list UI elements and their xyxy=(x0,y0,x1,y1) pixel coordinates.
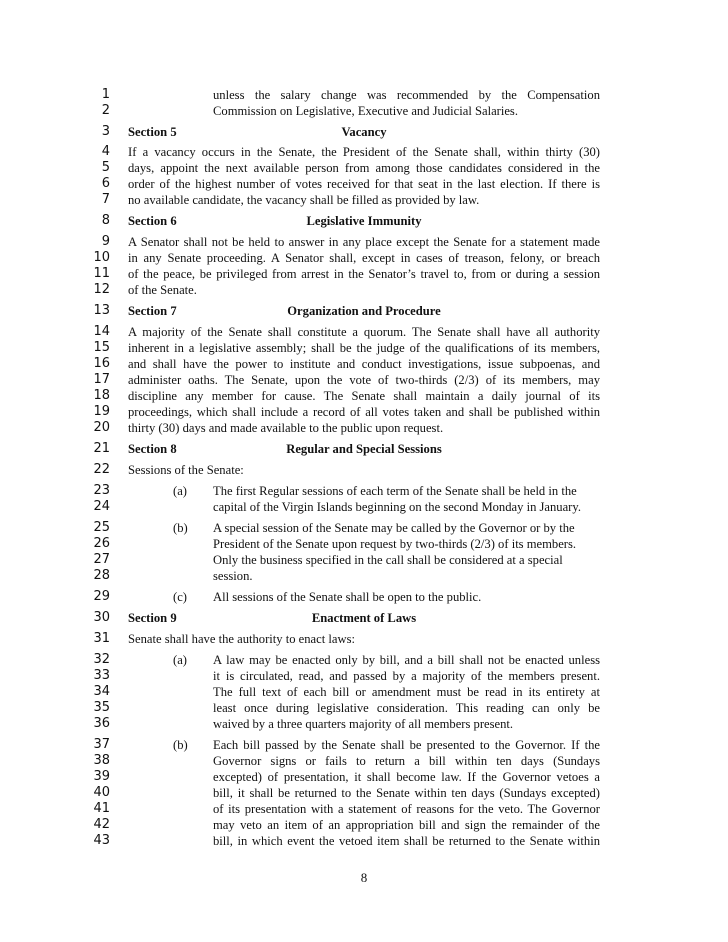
line-number: 25 xyxy=(93,520,110,535)
item-line: Governor signs or fails to return a bill within ten days (Sundays xyxy=(213,754,600,768)
body-line: of the peace, be privileged from arrest in the Senator’s travel to, from or during a session xyxy=(128,267,600,281)
line-number: 15 xyxy=(93,340,110,355)
section-title: Legislative Immunity xyxy=(306,214,422,228)
line-number: 38 xyxy=(93,753,110,768)
line-number: 42 xyxy=(93,817,110,832)
section-intro: Senate shall have the authority to enact laws: xyxy=(128,632,355,646)
line-number: 24 xyxy=(93,499,110,514)
line-number: 33 xyxy=(93,668,110,683)
section-title: Vacancy xyxy=(341,125,387,139)
item-line: The full text of each bill or amendment must be read in its entirety at xyxy=(213,685,600,699)
line-number: 18 xyxy=(93,388,110,403)
line-number: 20 xyxy=(93,420,110,435)
item-line: The first Regular sessions of each term of the Senate shall be held in the xyxy=(213,484,577,498)
line-number: 21 xyxy=(93,441,110,456)
item-line: session. xyxy=(213,569,253,583)
line-number: 19 xyxy=(93,404,110,419)
line-number: 17 xyxy=(93,372,110,387)
section-title: Organization and Procedure xyxy=(287,304,441,318)
body-line: days, appoint the next available person from among those candidates considered in the xyxy=(128,161,600,175)
line-number: 8 xyxy=(101,213,110,228)
line-number: 2 xyxy=(101,103,110,118)
section-title: Regular and Special Sessions xyxy=(286,442,442,456)
line-number: 28 xyxy=(93,568,110,583)
line-number: 6 xyxy=(101,176,110,191)
item-line: waived by a three quarters majority of all members present. xyxy=(213,717,514,731)
section-label: Section 8 xyxy=(128,442,177,456)
line-number: 5 xyxy=(101,160,110,175)
line-number: 43 xyxy=(93,833,110,848)
item-line: of its presentation with a statement of reasons for the veto. The Governor xyxy=(213,802,600,816)
item-label: (a) xyxy=(173,484,187,498)
body-line: inherent in a legislative assembly; shall be the judge of the qualifications of its members, xyxy=(128,341,600,355)
section-label: Section 7 xyxy=(128,304,177,318)
body-line: A Senator shall not be held to answer in any place except the Senate for a statement made xyxy=(128,235,600,249)
line-number: 41 xyxy=(93,801,110,816)
body-line: discipline any member for cause. The Senate shall maintain a daily journal of its xyxy=(128,389,600,403)
line-number: 9 xyxy=(101,234,110,249)
line-number: 35 xyxy=(93,700,110,715)
section-title: Enactment of Laws xyxy=(311,611,417,625)
line-number: 40 xyxy=(93,785,110,800)
section-intro: Sessions of the Senate: xyxy=(128,463,244,477)
body-line: If a vacancy occurs in the Senate, the President of the Senate shall, within thirty (30) xyxy=(128,145,600,159)
body-line: order of the highest number of votes received for that seat in the last election. If there is xyxy=(128,177,600,191)
line-number: 30 xyxy=(93,610,110,625)
body-line: of the Senate. xyxy=(128,283,197,297)
line-number: 22 xyxy=(93,462,110,477)
section-label: Section 9 xyxy=(128,611,177,625)
body-line: thirty (30) days and made available to the public upon request. xyxy=(128,421,444,435)
line-number: 14 xyxy=(93,324,110,339)
line-number: 1 xyxy=(101,87,110,102)
line-number: 12 xyxy=(93,282,110,297)
body-line: proceedings, which shall include a record of all votes taken and shall be published within xyxy=(128,405,600,419)
line-number: 23 xyxy=(93,483,110,498)
line-number: 34 xyxy=(93,684,110,699)
line-number: 26 xyxy=(93,536,110,551)
item-line: Each bill passed by the Senate shall be presented to the Governor. If the xyxy=(213,738,600,752)
item-label: (a) xyxy=(173,653,187,667)
body-line: no available candidate, the vacancy shall be filled as provided by law. xyxy=(128,193,480,207)
body-line: A majority of the Senate shall constitute a quorum. The Senate shall have all authority xyxy=(128,325,600,339)
section-label: Section 5 xyxy=(128,125,177,139)
line-number: 37 xyxy=(93,737,110,752)
line-number: 29 xyxy=(93,589,110,604)
item-line: bill, it shall be returned to the Senate within ten days (Sundays excepted) xyxy=(213,786,600,800)
item-line: capital of the Virgin Islands beginning on the second Monday in January. xyxy=(213,500,582,514)
item-label: (b) xyxy=(173,738,188,752)
item-line: excepted) of presentation, it shall become law. If the Governor vetoes a xyxy=(213,770,600,784)
item-line: President of the Senate upon request by two-thirds (2/3) of its members. xyxy=(213,537,577,551)
item-line: bill, in which event the vetoed item shall be returned to the Senate within xyxy=(213,834,600,848)
body-line: and shall have the power to institute and conduct investigations, issue subpoenas, and xyxy=(128,357,600,371)
line-number: 13 xyxy=(93,303,110,318)
line-number: 4 xyxy=(101,144,110,159)
item-line: A special session of the Senate may be called by the Governor or by the xyxy=(213,521,575,535)
item-label: (b) xyxy=(173,521,188,535)
line-number: 7 xyxy=(101,192,110,207)
item-line: least once during legislative consideration. This reading can only be xyxy=(213,701,600,715)
line-number: 36 xyxy=(93,716,110,731)
body-line: in any Senate proceeding. A Senator shall, except in cases of treason, felony, or breach xyxy=(128,251,600,265)
body-line: administer oaths. The Senate, upon the vote of two-thirds (2/3) of its members, may xyxy=(128,373,600,387)
item-line: All sessions of the Senate shall be open to the public. xyxy=(213,590,482,604)
line-number: 39 xyxy=(93,769,110,784)
line-number: 11 xyxy=(93,266,110,281)
line-number: 31 xyxy=(93,631,110,646)
line-number: 27 xyxy=(93,552,110,567)
item-line: Only the business specified in the call shall be considered at a special xyxy=(213,553,563,567)
continuation-line: Commission on Legislative, Executive and Judicial Salaries. xyxy=(213,104,518,118)
line-number: 32 xyxy=(93,652,110,667)
item-line: A law may be enacted only by bill, and a bill shall not be enacted unless xyxy=(213,653,600,667)
line-number: 10 xyxy=(93,250,110,265)
page-number: 8 xyxy=(360,870,368,885)
line-number: 3 xyxy=(101,124,110,139)
line-number: 16 xyxy=(93,356,110,371)
item-line: it is circulated, read, and passed by a majority of the members present. xyxy=(213,669,600,683)
continuation-line: unless the salary change was recommended by the Compensation xyxy=(213,88,600,102)
item-line: may veto an item of an appropriation bill and sign the remainder of the xyxy=(213,818,600,832)
item-label: (c) xyxy=(173,590,187,604)
section-label: Section 6 xyxy=(128,214,177,228)
